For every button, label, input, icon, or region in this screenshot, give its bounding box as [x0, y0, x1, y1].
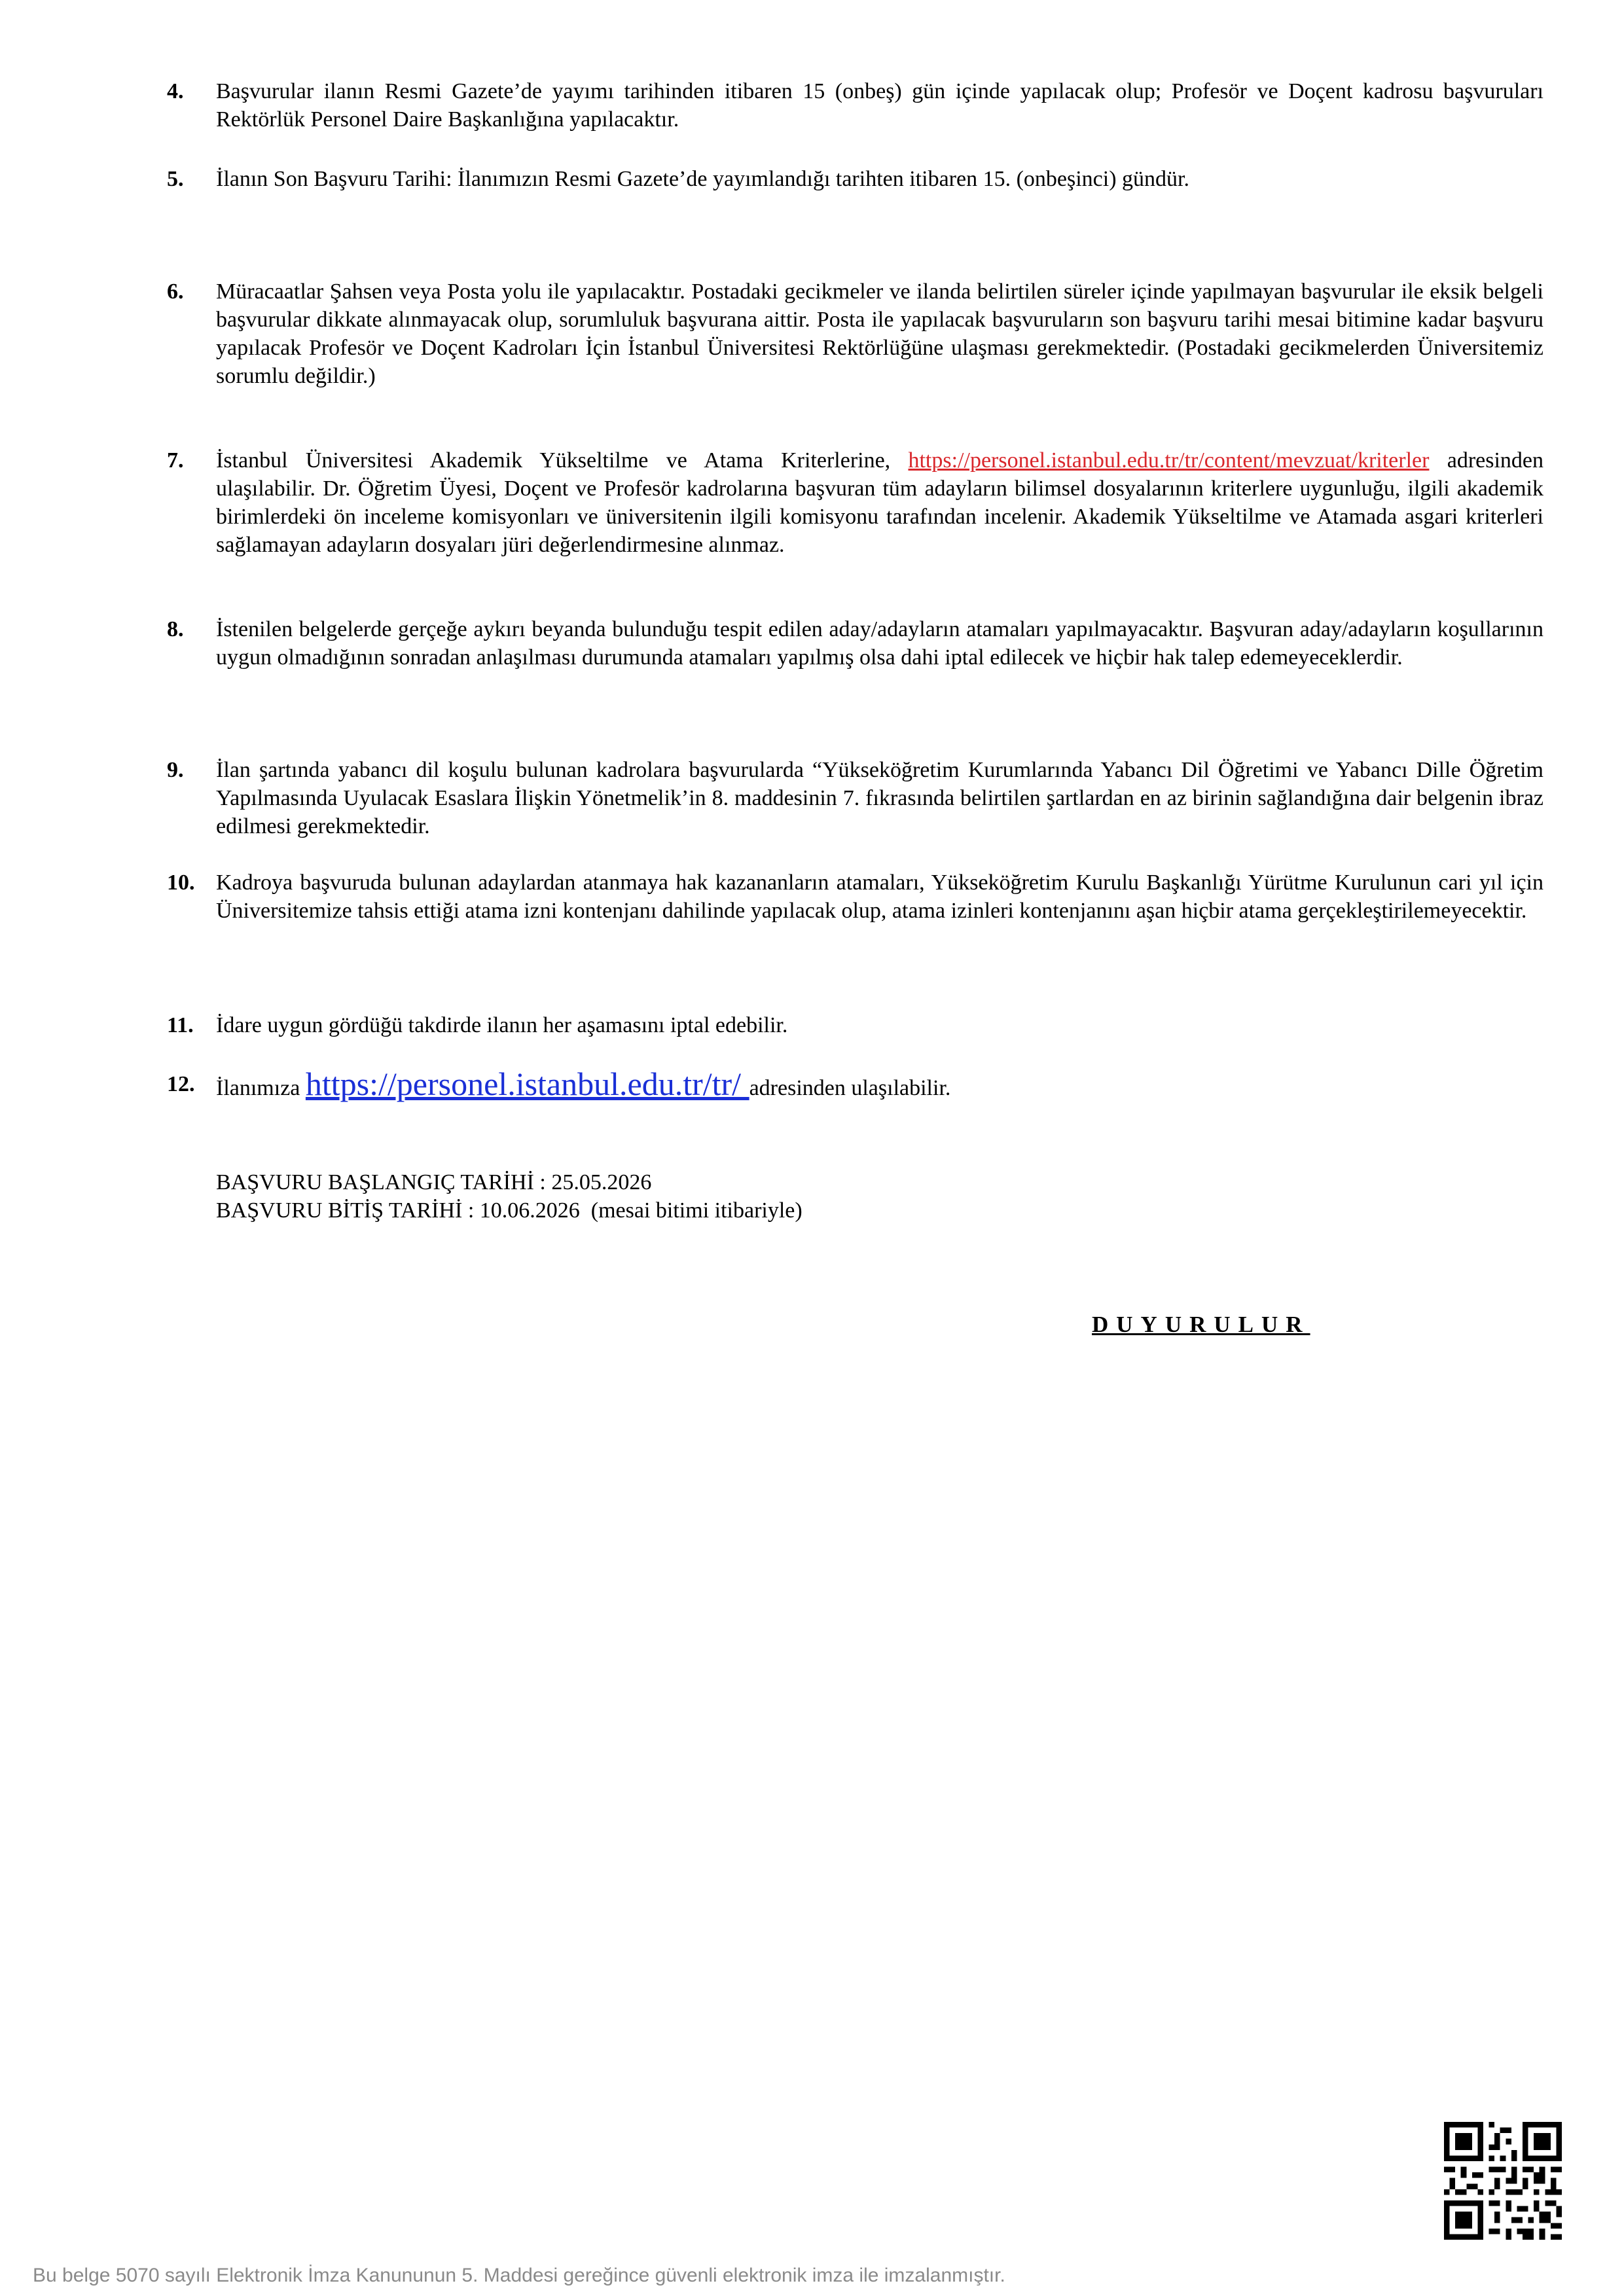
- item-text: Müracaatlar Şahsen veya Posta yolu ile yapılacaktır. Postadaki gecikmeler ve ilanda belirtilen süreler içinde yapılmayan başvurular ile eksik belgeli başvurular dikkate alınmayacak olup, sorumluluk başvurana aittir. Posta ile yapılacak başvuruların son başvuru tarihi mesai bitimine kadar başvuru yapılacak Profesör ve Doçent Kadroları İçin İstanbul Üniversitesi Rektörlüğüne ulaşması gerekmektedir. (Postadaki gecikmelerden Üniversitemiz sorumlu değildir.): [216, 279, 1543, 388]
- qr-code-icon: [1444, 2122, 1562, 2240]
- item-number: 12.: [167, 1072, 195, 1096]
- item-number: 6.: [167, 279, 184, 304]
- e-signature-notice: Bu belge 5070 sayılı Elektronik İmza Kanununun 5. Maddesi gereğince güvenli elektronik imza ile imzalanmıştır.: [33, 2265, 1005, 2286]
- list-item-11: [167, 1011, 1543, 1039]
- list-item-7: [167, 446, 1543, 559]
- item-text: Kadroya başvuruda bulunan adaylardan atanmaya hak kazananların atamaları, Yükseköğretim Kurulu Başkanlığı Yürütme Kurulunun cari yıl için Üniversitemize tahsis ettiği atama izni kontenjanı dahilinde yapılacak olup, atama izinleri kontenjanını aşan hiçbir atama gerçekleştirilemeyecektir.: [216, 870, 1543, 923]
- item-text-after: adresinden ulaşılabilir.: [749, 1076, 951, 1100]
- item-text-after: adresinden ulaşılabilir. Dr. Öğretim Üyesi, Doçent ve Profesör kadrolarına başvuran tüm adayların bilimsel dosyalarının kriterlere uygunluğu, ilgili akademik birimlerdeki ön inceleme komisyonları ve üniversitenin ilgili komisyonu tarafından incelenir. Akademik Yükseltilme ve Atamada asgari kriterleri sağlamayan adayların dosyaları jüri değerlendirmesine alınmaz.: [216, 448, 1543, 557]
- item-text-before: İlanımıza: [216, 1076, 306, 1100]
- application-start-date: BAŞVURU BAŞLANGIÇ TARİHİ : 25.05.2026: [216, 1170, 652, 1194]
- list-item-9: [167, 756, 1543, 840]
- item-number: 9.: [167, 758, 184, 782]
- list-item-10: [167, 869, 1543, 925]
- announcement-heading: DUYURULUR: [1092, 1312, 1310, 1337]
- list-item-8: [167, 615, 1543, 672]
- list-item-4: [167, 77, 1543, 134]
- list-item-12: [167, 1066, 1543, 1102]
- list-item-6: [167, 278, 1543, 390]
- application-dates: [216, 1168, 803, 1225]
- criteria-link[interactable]: https://personel.istanbul.edu.tr/tr/content/mevzuat/kriterler: [908, 448, 1430, 473]
- item-number: 7.: [167, 448, 184, 473]
- item-text: İlan şartında yabancı dil koşulu bulunan kadrolara başvurularda “Yükseköğretim Kurumlarında Yabancı Dil Öğretimi ve Yabancı Dille Öğretim Yapılmasında Uyulacak Esaslara İlişkin Yönetmelik’in 8. maddesinin 7. fıkrasında belirtilen şartlardan en az birinin sağlandığına dair belgenin ibraz edilmesi gerekmektedir.: [216, 758, 1543, 838]
- item-text: İlanın Son Başvuru Tarihi: İlanımızın Resmi Gazete’de yayımlandığı tarihten itibaren 15. (onbeşinci) gündür.: [216, 167, 1189, 191]
- application-end-date: BAŞVURU BİTİŞ TARİHİ : 10.06.2026 (mesai bitimi itibariyle): [216, 1198, 803, 1223]
- item-number: 5.: [167, 167, 184, 191]
- item-number: 10.: [167, 870, 195, 895]
- item-number: 8.: [167, 617, 184, 641]
- item-text: İstenilen belgelerde gerçeğe aykırı beyanda bulunduğu tespit edilen aday/adayların atamaları yapılmayacaktır. Başvuran aday/adayların koşullarının uygun olmadığının sonradan anlaşılması durumunda atamaları yapılmış olsa dahi iptal edilecek ve hiçbir hak talep edemeyeceklerdir.: [216, 617, 1543, 670]
- item-text: [216, 446, 1543, 559]
- item-number: 11.: [167, 1013, 194, 1037]
- personnel-link[interactable]: https://personel.istanbul.edu.tr/tr/: [305, 1066, 749, 1102]
- item-number: 4.: [167, 79, 184, 103]
- item-text: Başvurular ilanın Resmi Gazete’de yayımı tarihinden itibaren 15 (onbeş) gün içinde yapılacak olup; Profesör ve Doçent kadrosu başvuruları Rektörlük Personel Daire Başkanlığına yapılacaktır.: [216, 79, 1543, 132]
- list-item-5: [167, 165, 1543, 193]
- item-text-before: İstanbul Üniversitesi Akademik Yükseltilme ve Atama Kriterlerine,: [216, 448, 909, 473]
- item-text: [216, 1066, 1543, 1102]
- item-text: İdare uygun gördüğü takdirde ilanın her aşamasını iptal edebilir.: [216, 1013, 788, 1037]
